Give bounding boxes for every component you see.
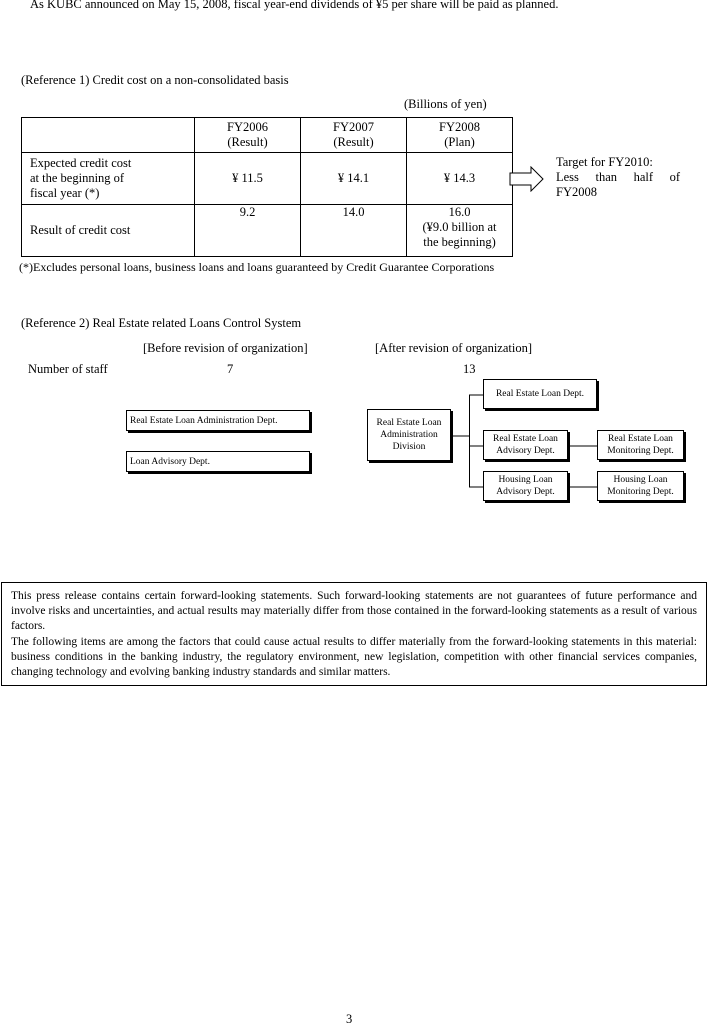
after-box-housing-monitoring: [597, 471, 684, 501]
row-label-line: fiscal year (*): [30, 186, 100, 200]
after-box-re-loan-admin-division: [367, 409, 451, 461]
column-status: (Result): [333, 135, 374, 149]
row-label-result: Result of credit cost: [22, 205, 195, 257]
table-footnote: (*)Excludes personal loans, business loans and loans guaranteed by Credit Guarantee Corporations: [19, 260, 495, 274]
box-label-line: Real Estate Loan: [376, 418, 442, 428]
box-label-line: Monitoring Dept.: [607, 487, 674, 497]
staff-before-value: 7: [227, 362, 234, 376]
forward-looking-disclaimer: [1, 582, 707, 686]
cell-expected-fy2006: ¥ 11.5: [195, 153, 301, 205]
box-label: Loan Advisory Dept.: [130, 456, 210, 467]
cell-note-line: (¥9.0 billion at: [422, 220, 497, 234]
cell-expected-fy2008: ¥ 14.3: [407, 153, 513, 205]
cell-value: 16.0: [448, 205, 471, 219]
target-line: Less than half of: [556, 170, 680, 184]
box-label-line: Advisory Dept.: [496, 446, 555, 456]
target-line: Target for FY2010:: [556, 155, 653, 169]
after-heading: [After revision of organization]: [375, 341, 533, 355]
disclaimer-paragraph-1: This press release contains certain forward-looking statements. Such forward-looking statements are not guarantees of future performance and involve risks and uncertainties, and actual results may materially differ from those contained in the forward-looking statements as a result of various factors.: [11, 590, 697, 633]
box-label-line: Housing Loan: [613, 475, 668, 485]
cell-result-fy2006: 9.2: [195, 205, 301, 257]
staff-label: Number of staff: [28, 362, 108, 376]
before-box-loan-advisory: [126, 451, 310, 472]
box-label-line: Division: [392, 442, 426, 452]
disclaimer-paragraph-2: The following items are among the factors that could cause actual results to differ materially from the forward-looking statements in this material: business conditions in the banking industry, the regulatory environment, new legislation, competition with other financial services companies, changing technology and evolving banking industry standards and similar matters.: [11, 635, 697, 679]
cell-result-fy2007: 14.0: [301, 205, 407, 257]
box-label-line: Real Estate Loan: [608, 434, 673, 444]
unit-label: (Billions of yen): [404, 97, 487, 111]
box-label-line: Housing Loan: [498, 475, 553, 485]
before-box-re-loan-admin: [126, 410, 310, 431]
before-heading: [Before revision of organization]: [143, 341, 308, 355]
staff-after-value: 13: [463, 362, 476, 376]
reference2-title: (Reference 2) Real Estate related Loans Control System: [21, 316, 302, 330]
row-label-line: at the beginning of: [30, 171, 125, 185]
after-box-re-loan-dept: [483, 379, 597, 409]
intro-text: As KUBC announced on May 15, 2008, fiscal year-end dividends of ¥5 per share will be paid as planned.: [30, 0, 559, 11]
cell-note-line: the beginning): [423, 235, 496, 249]
box-label-line: Monitoring Dept.: [607, 446, 674, 456]
box-label-line: Real Estate Loan: [493, 434, 558, 444]
row-label-line: Expected credit cost: [30, 156, 132, 170]
box-label-line: Advisory Dept.: [496, 487, 555, 497]
after-box-housing-advisory: [483, 471, 568, 501]
column-status: (Result): [227, 135, 268, 149]
box-label: Real Estate Loan Administration Dept.: [130, 415, 278, 426]
target-line: FY2008: [556, 185, 597, 199]
cell-expected-fy2007: ¥ 14.1: [301, 153, 407, 205]
box-label: Real Estate Loan Dept.: [495, 389, 585, 399]
after-box-re-loan-monitoring: [597, 430, 684, 460]
column-year: FY2008: [439, 120, 480, 134]
box-label-line: Administration: [380, 430, 438, 440]
reference1-title: (Reference 1) Credit cost on a non-consolidated basis: [21, 73, 289, 87]
after-box-re-loan-advisory: [483, 430, 568, 460]
column-year: FY2006: [227, 120, 268, 134]
page-number: 3: [346, 1012, 353, 1026]
column-status: (Plan): [444, 135, 475, 149]
column-year: FY2007: [333, 120, 374, 134]
